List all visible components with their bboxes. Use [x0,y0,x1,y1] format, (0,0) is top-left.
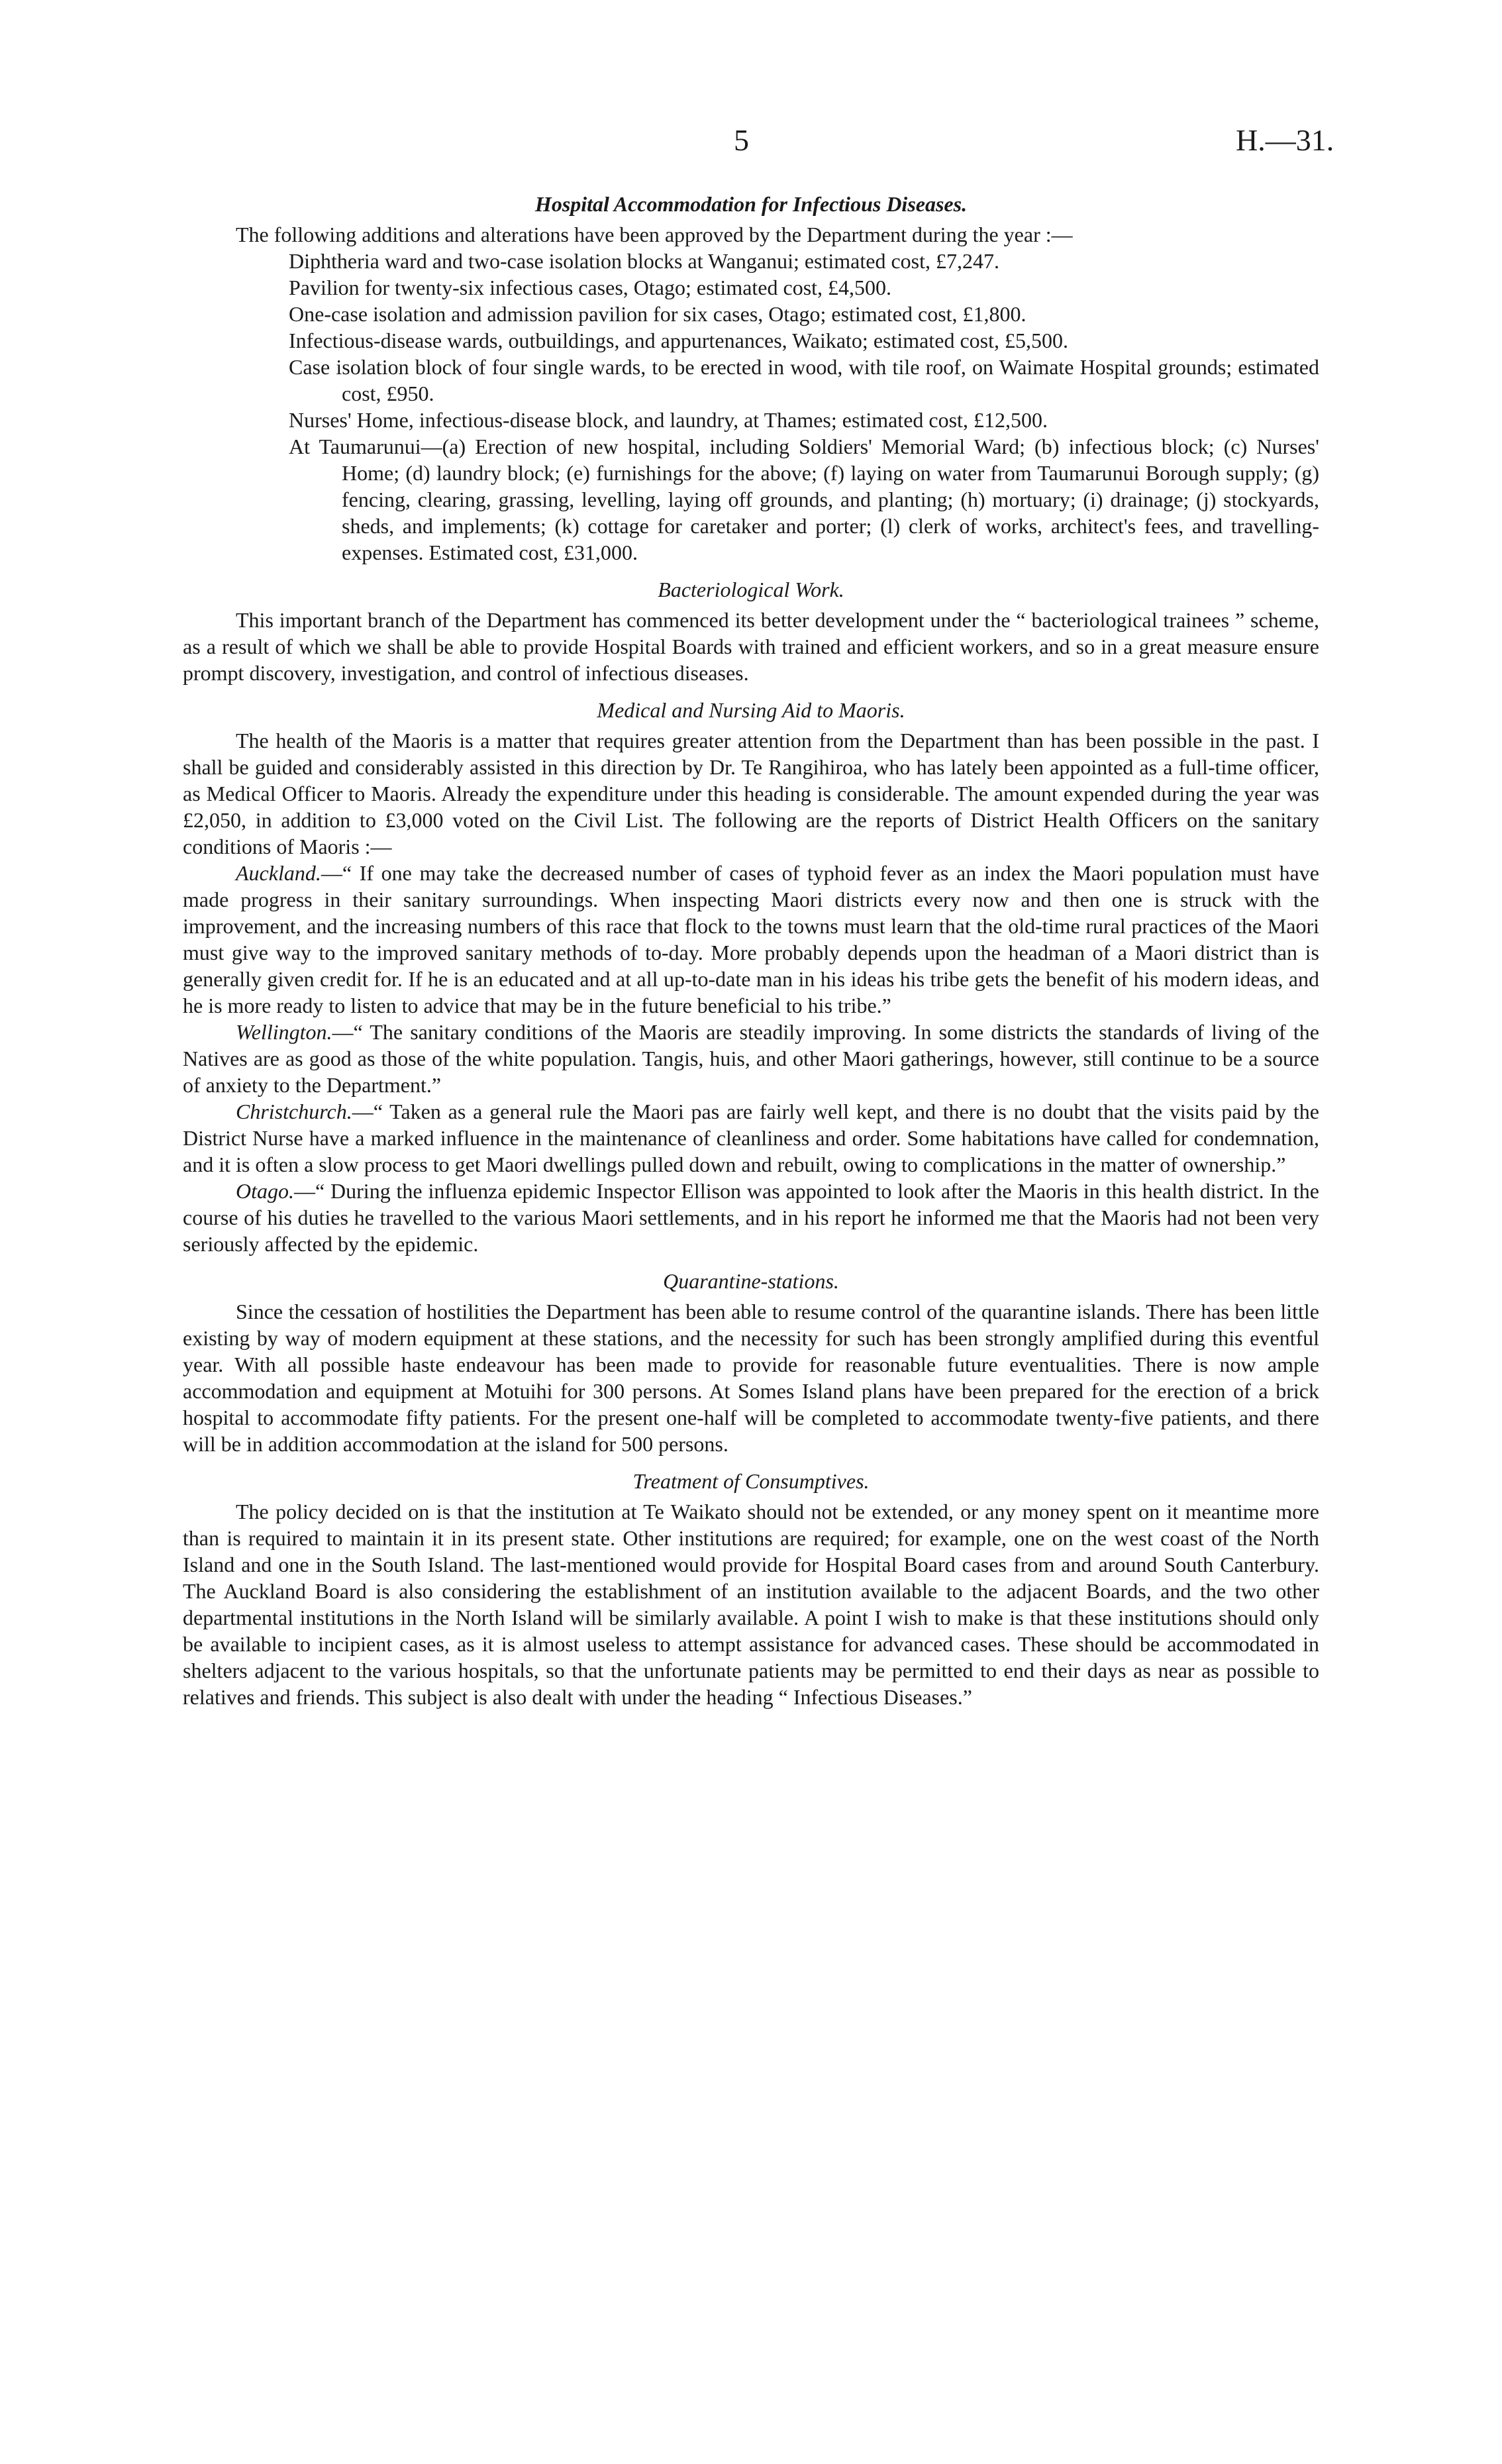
section-heading: Treatment of Consumptives. [632,1469,870,1493]
district-report-otago [183,1178,1319,1257]
paragraph: The policy decided on is that the institution at Te Waikato should not be extended, or any money spent on it meantime more than is required to maintain it in its present state. Other institutions are required; for example, one on the west coast of the North Island and one in the South Island. The last-mentioned would provide for Hospital Board cases from and around South Canterbury. The Auckland Board is also considering the establishment of an institution available to the adjacent Boards, and the two other departmental institutions in the North Island will be similarly available. A point I wish to make is that these institutions should only be available to incipient cases, as it is almost useless to attempt assistance for advanced cases. These should be accommodated in shelters adjacent to the various hospitals, so that the unfortunate patients may be permitted to end their days as near as possible to relatives and friends. This subject is also dealt with under the heading “ Infectious Diseases.” [183,1500,1319,1709]
section-quarantine-stations [183,1268,1319,1457]
list-item: At Taumarunui—(a) Erection of new hospital, including Soldiers' Memorial Ward; (b) infectious block; (c) Nurses' Home; (d) laundry block; (e) furnishings for the above; (f) laying on water from Taumarunui Borough supply; (g) fencing, clearing, grassing, levelling, laying off grounds, and planting; (h) mortuary; (i) drainage; (j) stockyards, sheds, and implements; (k) cottage for caretaker and porter; (l) clerk of works, architect's fees, and travelling-expenses. Estimated cost, £31,000. [289,435,1319,564]
paragraph: Since the cessation of hostilities the Department has been able to resume control of the quarantine islands. There has been little existing by way of modern equipment at these stations, and the necessity for such has been strongly amplified during this eventful year. With all possible haste endeavour has been made to provide for reasonable future eventualities. There is now ample accommodation and equipment at Motuihi for 300 persons. At Somes Island plans have been prepared for the erection of a brick hospital to accommodate fifty patients. For the present one-half will be completed to accommodate twenty-five patients, and there will be in addition accommodation at the island for 500 persons. [183,1300,1319,1456]
paragraph: This important branch of the Department has commenced its better development under the “ bacteriological trainees ” scheme, as a result of which we shall be able to provide Hospital Boards with trained and efficient workers, and so in a great measure ensure prompt discovery, investigation, and control of infectious diseases. [183,608,1319,685]
district-report-christchurch [183,1098,1319,1178]
list-item: Case isolation block of four single wards, to be erected in wood, with tile roof, on Waimate Hospital grounds; estimated cost, £950. [289,355,1319,405]
list-item: One-case isolation and admission pavilion for six cases, Otago; estimated cost, £1,800. [289,302,1026,326]
district-report-wellington [183,1019,1319,1098]
approved-works-list [183,248,1319,566]
page-body [183,191,1319,1710]
paragraph: The following additions and alterations have been approved by the Department during the year :— [236,223,1073,246]
section-heading: Quarantine-stations. [663,1269,839,1293]
paragraph: The health of the Maoris is a matter that requires greater attention from the Department than has been possible in the past. I shall be guided and considerably assisted in this direction by Dr. Te Rangihiroa, who has lately been appointed as a full-time officer, as Medical Officer to Maoris. Already the expenditure under this heading is considerable. The amount expended during the year was £2,050, in addition to £3,000 voted on the Civil List. The following are the reports of District Health Officers on the sanitary conditions of Maoris :— [183,729,1319,858]
district-name: Christchurch. [236,1100,352,1123]
section-heading: Hospital Accommodation for Infectious Diseases. [534,192,968,216]
district-report-auckland [183,860,1319,1019]
report-text: —“ During the influenza epidemic Inspector Ellison was appointed to look after the Maoris in this health district. In the course of his duties he travelled to the various Maori settlements, and in his report he informed me that the Maoris had not been very seriously affected by the epidemic. [183,1179,1319,1256]
district-name: Otago. [236,1179,294,1203]
list-item: Pavilion for twenty-six infectious cases, Otago; estimated cost, £4,500. [289,276,892,299]
list-item: Diphtheria ward and two-case isolation blocks at Wanganui; estimated cost, £7,247. [289,249,1000,273]
page-number: 5 [734,123,749,157]
report-text: —“ The sanitary conditions of the Maoris are steadily improving. In some districts the standards of living of the Natives are as good as those of the white population. Tangis, huis, and other Maori gatherings, however, still continue to be a source of anxiety to the Department.” [183,1020,1319,1097]
section-bacteriological-work [183,576,1319,686]
list-item: Nurses' Home, infectious-disease block, and laundry, at Thames; estimated cost, £12,500. [289,408,1048,432]
section-hospital-accommodation [183,191,1319,566]
list-item: Infectious-disease wards, outbuildings, and appurtenances, Waikato; estimated cost, £5,500. [289,329,1068,352]
report-text: —“ Taken as a general rule the Maori pas are fairly well kept, and there is no doubt that the visits paid by the District Nurse have a marked influence in the maintenance of cleanliness and order. Some habitations have called for condemnation, and it is often a slow process to get Maori dwellings pulled down and rebuilt, owing to complications in the matter of ownership.” [183,1100,1319,1176]
district-name: Auckland. [236,861,321,885]
section-heading: Medical and Nursing Aid to Maoris. [597,698,905,722]
district-name: Wellington. [236,1020,332,1044]
document-reference: H.—31. [1236,123,1334,157]
section-maori-aid [183,697,1319,1257]
section-treatment-of-consumptives [183,1468,1319,1710]
section-heading: Bacteriological Work. [658,578,844,601]
report-text: —“ If one may take the decreased number of cases of typhoid fever as an index the Maori population must have made progress in their sanitary surroundings. When inspecting Maori districts every now and then one is struck with the improvement, and the increasing numbers of this race that flock to the towns must learn that the old-time rural practices of the Maori must give way to the improved sanitary methods of to-day. More probably depends upon the headman of a Maori district than is generally given credit for. If he is an educated and at all up-to-date man in his ideas his tribe gets the benefit of his modern ideas, and he is more ready to listen to advice that may be in the future beneficial to his tribe.” [183,861,1319,1017]
